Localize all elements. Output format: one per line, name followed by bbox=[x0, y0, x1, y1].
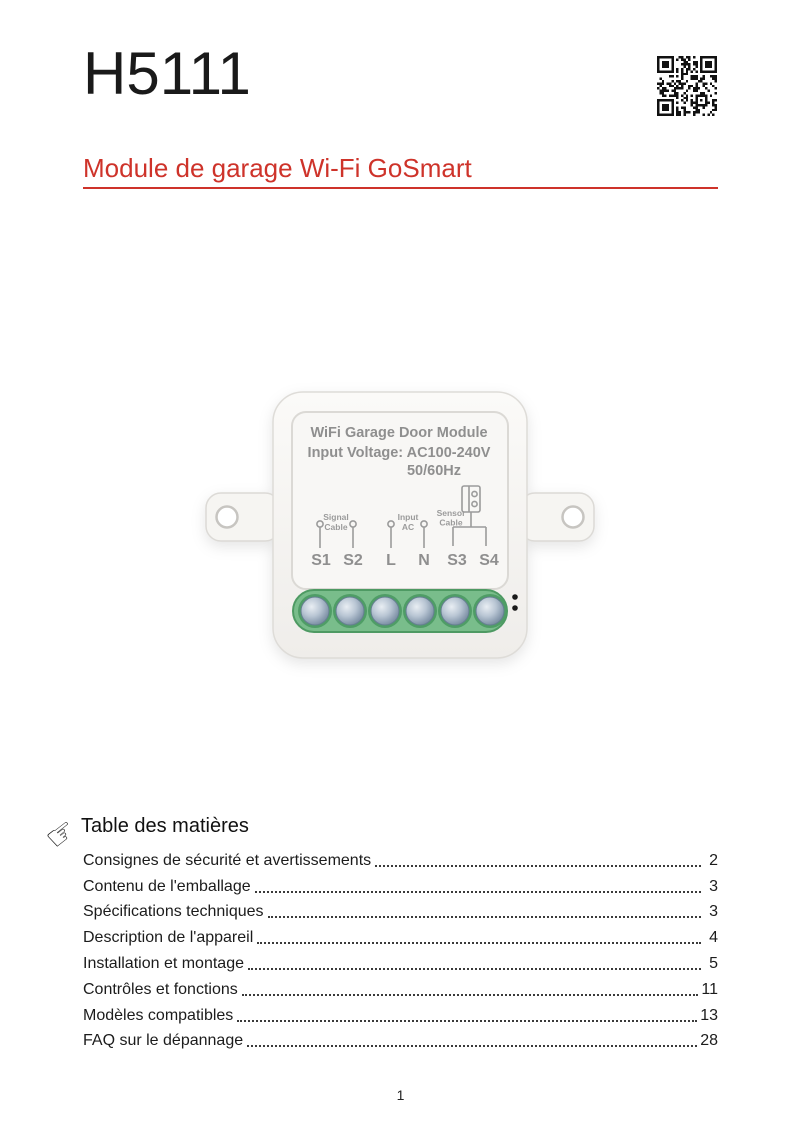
svg-text:L: L bbox=[386, 552, 396, 569]
toc-dotted-leader bbox=[247, 1045, 697, 1047]
toc-entry-label: FAQ sur le dépannage bbox=[83, 1032, 244, 1050]
svg-text:WiFi Garage Door Module: WiFi Garage Door Module bbox=[310, 425, 488, 441]
toc-entry[interactable] bbox=[83, 1027, 718, 1053]
toc-dotted-leader bbox=[257, 942, 701, 944]
subtitle-underline bbox=[83, 187, 718, 189]
toc-entry-label: Contenu de l'emballage bbox=[83, 877, 251, 895]
document-subtitle: Module de garage Wi-Fi GoSmart bbox=[83, 153, 472, 183]
toc-entry-page: 13 bbox=[700, 1006, 718, 1024]
svg-text:50/60Hz: 50/60Hz bbox=[406, 463, 462, 479]
toc-heading: Table des matières bbox=[81, 815, 249, 837]
toc-entry-page: 11 bbox=[701, 980, 718, 998]
svg-text:S4: S4 bbox=[479, 552, 499, 569]
toc-entry-label: Consignes de sécurité et avertissements bbox=[83, 851, 372, 869]
status-led-dot bbox=[512, 605, 518, 611]
toc-entry[interactable] bbox=[83, 949, 718, 975]
toc-dotted-leader bbox=[242, 994, 699, 996]
toc-entry[interactable] bbox=[83, 872, 718, 898]
qr-code bbox=[657, 56, 717, 116]
product-photo-garage-module bbox=[190, 372, 610, 682]
toc-entry[interactable] bbox=[83, 898, 718, 924]
toc-dotted-leader bbox=[255, 891, 701, 893]
svg-text:Signal: Signal bbox=[323, 512, 349, 522]
status-led-dot bbox=[512, 594, 518, 600]
toc-entry[interactable] bbox=[83, 846, 718, 872]
toc-dotted-leader bbox=[375, 865, 701, 867]
svg-text:Cable: Cable bbox=[324, 522, 348, 532]
svg-text:S1: S1 bbox=[311, 552, 331, 569]
left-screw-hole bbox=[217, 507, 238, 528]
toc-dotted-leader bbox=[248, 968, 701, 970]
toc-entry-label: Contrôles et fonctions bbox=[83, 980, 238, 998]
table-of-contents bbox=[83, 846, 718, 1052]
svg-text:Input Voltage: AC100-240V: Input Voltage: AC100-240V bbox=[307, 445, 491, 461]
toc-entry[interactable] bbox=[83, 923, 718, 949]
svg-text:N: N bbox=[418, 552, 430, 569]
svg-text:S2: S2 bbox=[343, 552, 363, 569]
toc-entry-label: Description de l'appareil bbox=[83, 929, 254, 947]
toc-entry[interactable] bbox=[83, 1001, 718, 1027]
toc-entry-label: Spécifications techniques bbox=[83, 903, 264, 921]
terminal-block bbox=[293, 590, 518, 632]
toc-entry-page: 4 bbox=[709, 929, 718, 947]
toc-entry-label: Installation et montage bbox=[83, 954, 244, 972]
right-screw-hole bbox=[563, 507, 584, 528]
toc-entry-page: 3 bbox=[709, 903, 718, 921]
pointing-hand-icon: ☞ bbox=[37, 809, 85, 859]
svg-text:AC: AC bbox=[401, 522, 415, 532]
toc-dotted-leader bbox=[237, 1020, 697, 1022]
page-title: H5111 bbox=[83, 40, 251, 107]
toc-entry-page: 5 bbox=[709, 954, 718, 972]
toc-entry-page: 2 bbox=[709, 851, 718, 869]
toc-entry-label: Modèles compatibles bbox=[83, 1006, 234, 1024]
device-illustration bbox=[190, 372, 610, 682]
svg-text:Sensor: Sensor bbox=[436, 508, 466, 518]
toc-entry-page: 3 bbox=[709, 877, 718, 895]
qr-code-image bbox=[657, 56, 717, 116]
toc-entry[interactable] bbox=[83, 975, 718, 1001]
svg-text:Cable: Cable bbox=[439, 517, 463, 528]
toc-dotted-leader bbox=[268, 916, 701, 918]
svg-text:Input: Input bbox=[397, 512, 419, 522]
svg-text:S3: S3 bbox=[447, 552, 467, 569]
footer-page-number: 1 bbox=[396, 1087, 405, 1103]
toc-entry-page: 28 bbox=[700, 1032, 718, 1050]
